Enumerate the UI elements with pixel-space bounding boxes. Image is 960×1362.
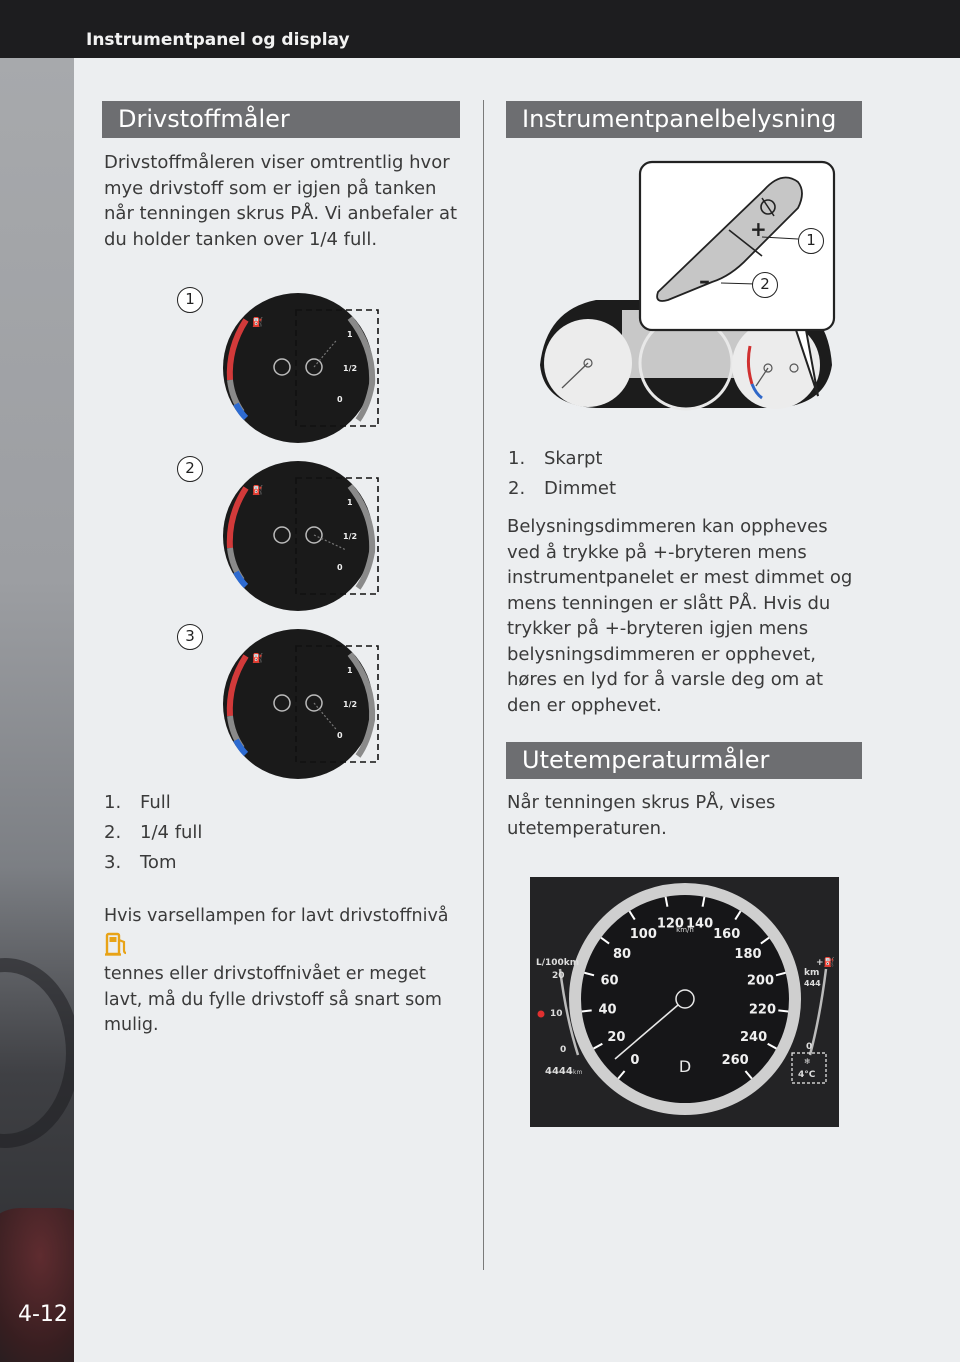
- steering-wheel-photo: [0, 958, 74, 1148]
- page-number: 4-12: [18, 1302, 68, 1327]
- fuel-tick-full: 1: [347, 498, 353, 507]
- fuel-callout-3: 3: [177, 624, 203, 650]
- speed-tick-label: 180: [734, 946, 762, 962]
- fuel-tick-full: 1: [347, 666, 353, 675]
- fuel-gauge-2: [223, 461, 378, 611]
- range-zero: 0: [806, 1042, 813, 1052]
- speed-tick-label: 60: [600, 973, 619, 989]
- outside-temp-body: Når tenningen skrus PÅ, vises utetemperaturen.: [507, 792, 776, 839]
- speed-tick-label: 140: [686, 916, 714, 932]
- svg-text:–: –: [699, 269, 710, 294]
- svg-text:⛽: ⛽: [252, 486, 264, 496]
- speed-tick-label: 100: [629, 927, 657, 943]
- svg-text:+: +: [750, 217, 767, 241]
- fuel-intro: Drivstoffmåleren viser omtrentlig hvor mye drivstoff som er igjen på tanken når tenningen skrus PÅ. Vi anbefaler at du holder tanken over 1/4 full.: [104, 152, 458, 250]
- fuel-gauge-figures: [170, 280, 410, 790]
- illumination-figure: [536, 160, 836, 415]
- svg-text:⛽: ⛽: [252, 654, 264, 664]
- speed-tick-label: 260: [721, 1052, 749, 1068]
- illumination-callout-1: 1: [798, 228, 824, 254]
- fuel-gauge-1: [223, 293, 378, 443]
- speed-tick-label: 20: [607, 1030, 626, 1046]
- fuel-warning-line1: Hvis varsellampen for lavt drivstoffnivå: [104, 906, 449, 926]
- list-item: 3. Tom: [104, 852, 177, 873]
- fuel-callout-1: 1: [177, 287, 203, 313]
- outside-temp-heading: Utetemperaturmåler: [506, 742, 862, 779]
- range-unit: km: [804, 968, 820, 978]
- fuel-callout-2: 2: [177, 456, 203, 482]
- fuel-tick-half: 1/2: [343, 364, 358, 373]
- needle-hub: [676, 990, 694, 1008]
- consumption-unit: L/100km: [536, 958, 580, 968]
- fuel-tick-half: 1/2: [343, 700, 358, 709]
- illumination-callout-2: 2: [752, 272, 778, 298]
- speed-tick-label: 160: [713, 927, 741, 943]
- fuel-warning: [104, 904, 464, 1039]
- list-item: 2. 1/4 full: [104, 822, 203, 843]
- speed-tick-label: 120: [656, 916, 684, 932]
- header-title: Instrumentpanel og display: [86, 30, 350, 50]
- consumption-tick: 0: [560, 1045, 567, 1055]
- speed-tick-label: 80: [612, 946, 632, 962]
- illumination-body: Belysningsdimmeren kan oppheves ved å trykke på +-bryteren mens instrumentpanelet er mest dimmet og mens tenningen er slått PÅ. Hvis du trykker på +-bryteren igjen mens belysningsdimmeren er opphevet, høres en lyd for å varsle deg om at den er opphevet.: [507, 516, 853, 716]
- seat-photo: [0, 1208, 74, 1362]
- speed-tick-label: 0: [630, 1052, 640, 1068]
- fuel-warning-rest: tennes eller drivstoffnivået er meget lavt, må du fylle drivstoff så snart som mulig.: [104, 964, 442, 1035]
- consumption-tick: 20: [552, 971, 565, 981]
- list-item: 1. Skarpt: [508, 448, 603, 469]
- speed-tick-label: 240: [740, 1030, 768, 1046]
- gear-indicator: D: [678, 1057, 692, 1076]
- consumption-tick: 10: [550, 1009, 563, 1019]
- speed-tick: [582, 1010, 592, 1011]
- list-item: 2. Dimmet: [508, 478, 617, 499]
- fuel-tick-half: 1/2: [343, 532, 358, 541]
- svg-text:⛽: ⛽: [252, 318, 264, 328]
- list-item: 1. Full: [104, 792, 171, 813]
- fuel-tick-full: 1: [347, 330, 353, 339]
- fuel-tick-empty: 0: [337, 731, 343, 740]
- range-value: 444: [804, 979, 821, 988]
- illumination-heading: Instrumentpanelbelysning: [506, 101, 862, 138]
- speed-tick-label: 200: [746, 973, 775, 989]
- fuel-heading: Drivstoffmåler: [102, 101, 460, 138]
- fuel-warning-icon: [104, 930, 130, 958]
- odometer-unit: km: [573, 1069, 583, 1076]
- speed-tick: [778, 1010, 788, 1011]
- outside-temp-cluster: [530, 877, 839, 1127]
- side-photo-strip: [0, 58, 74, 1362]
- fuel-tick-empty: 0: [337, 395, 343, 404]
- fuel-tick-empty: 0: [337, 563, 343, 572]
- speed-tick-label: 220: [748, 1002, 777, 1018]
- temp-icon: ❄: [804, 1057, 811, 1066]
- fuel-gauge-3: [223, 629, 378, 779]
- column-divider: [483, 100, 484, 1270]
- speed-unit: km/h: [676, 926, 694, 934]
- temperature-value: 4°C: [798, 1070, 816, 1080]
- svg-text:+⛽: +⛽: [816, 958, 835, 968]
- odometer-value: 4444: [545, 1066, 573, 1077]
- speedometer: [575, 889, 795, 1109]
- speed-tick-label: 40: [598, 1002, 617, 1018]
- page-header: [0, 0, 960, 58]
